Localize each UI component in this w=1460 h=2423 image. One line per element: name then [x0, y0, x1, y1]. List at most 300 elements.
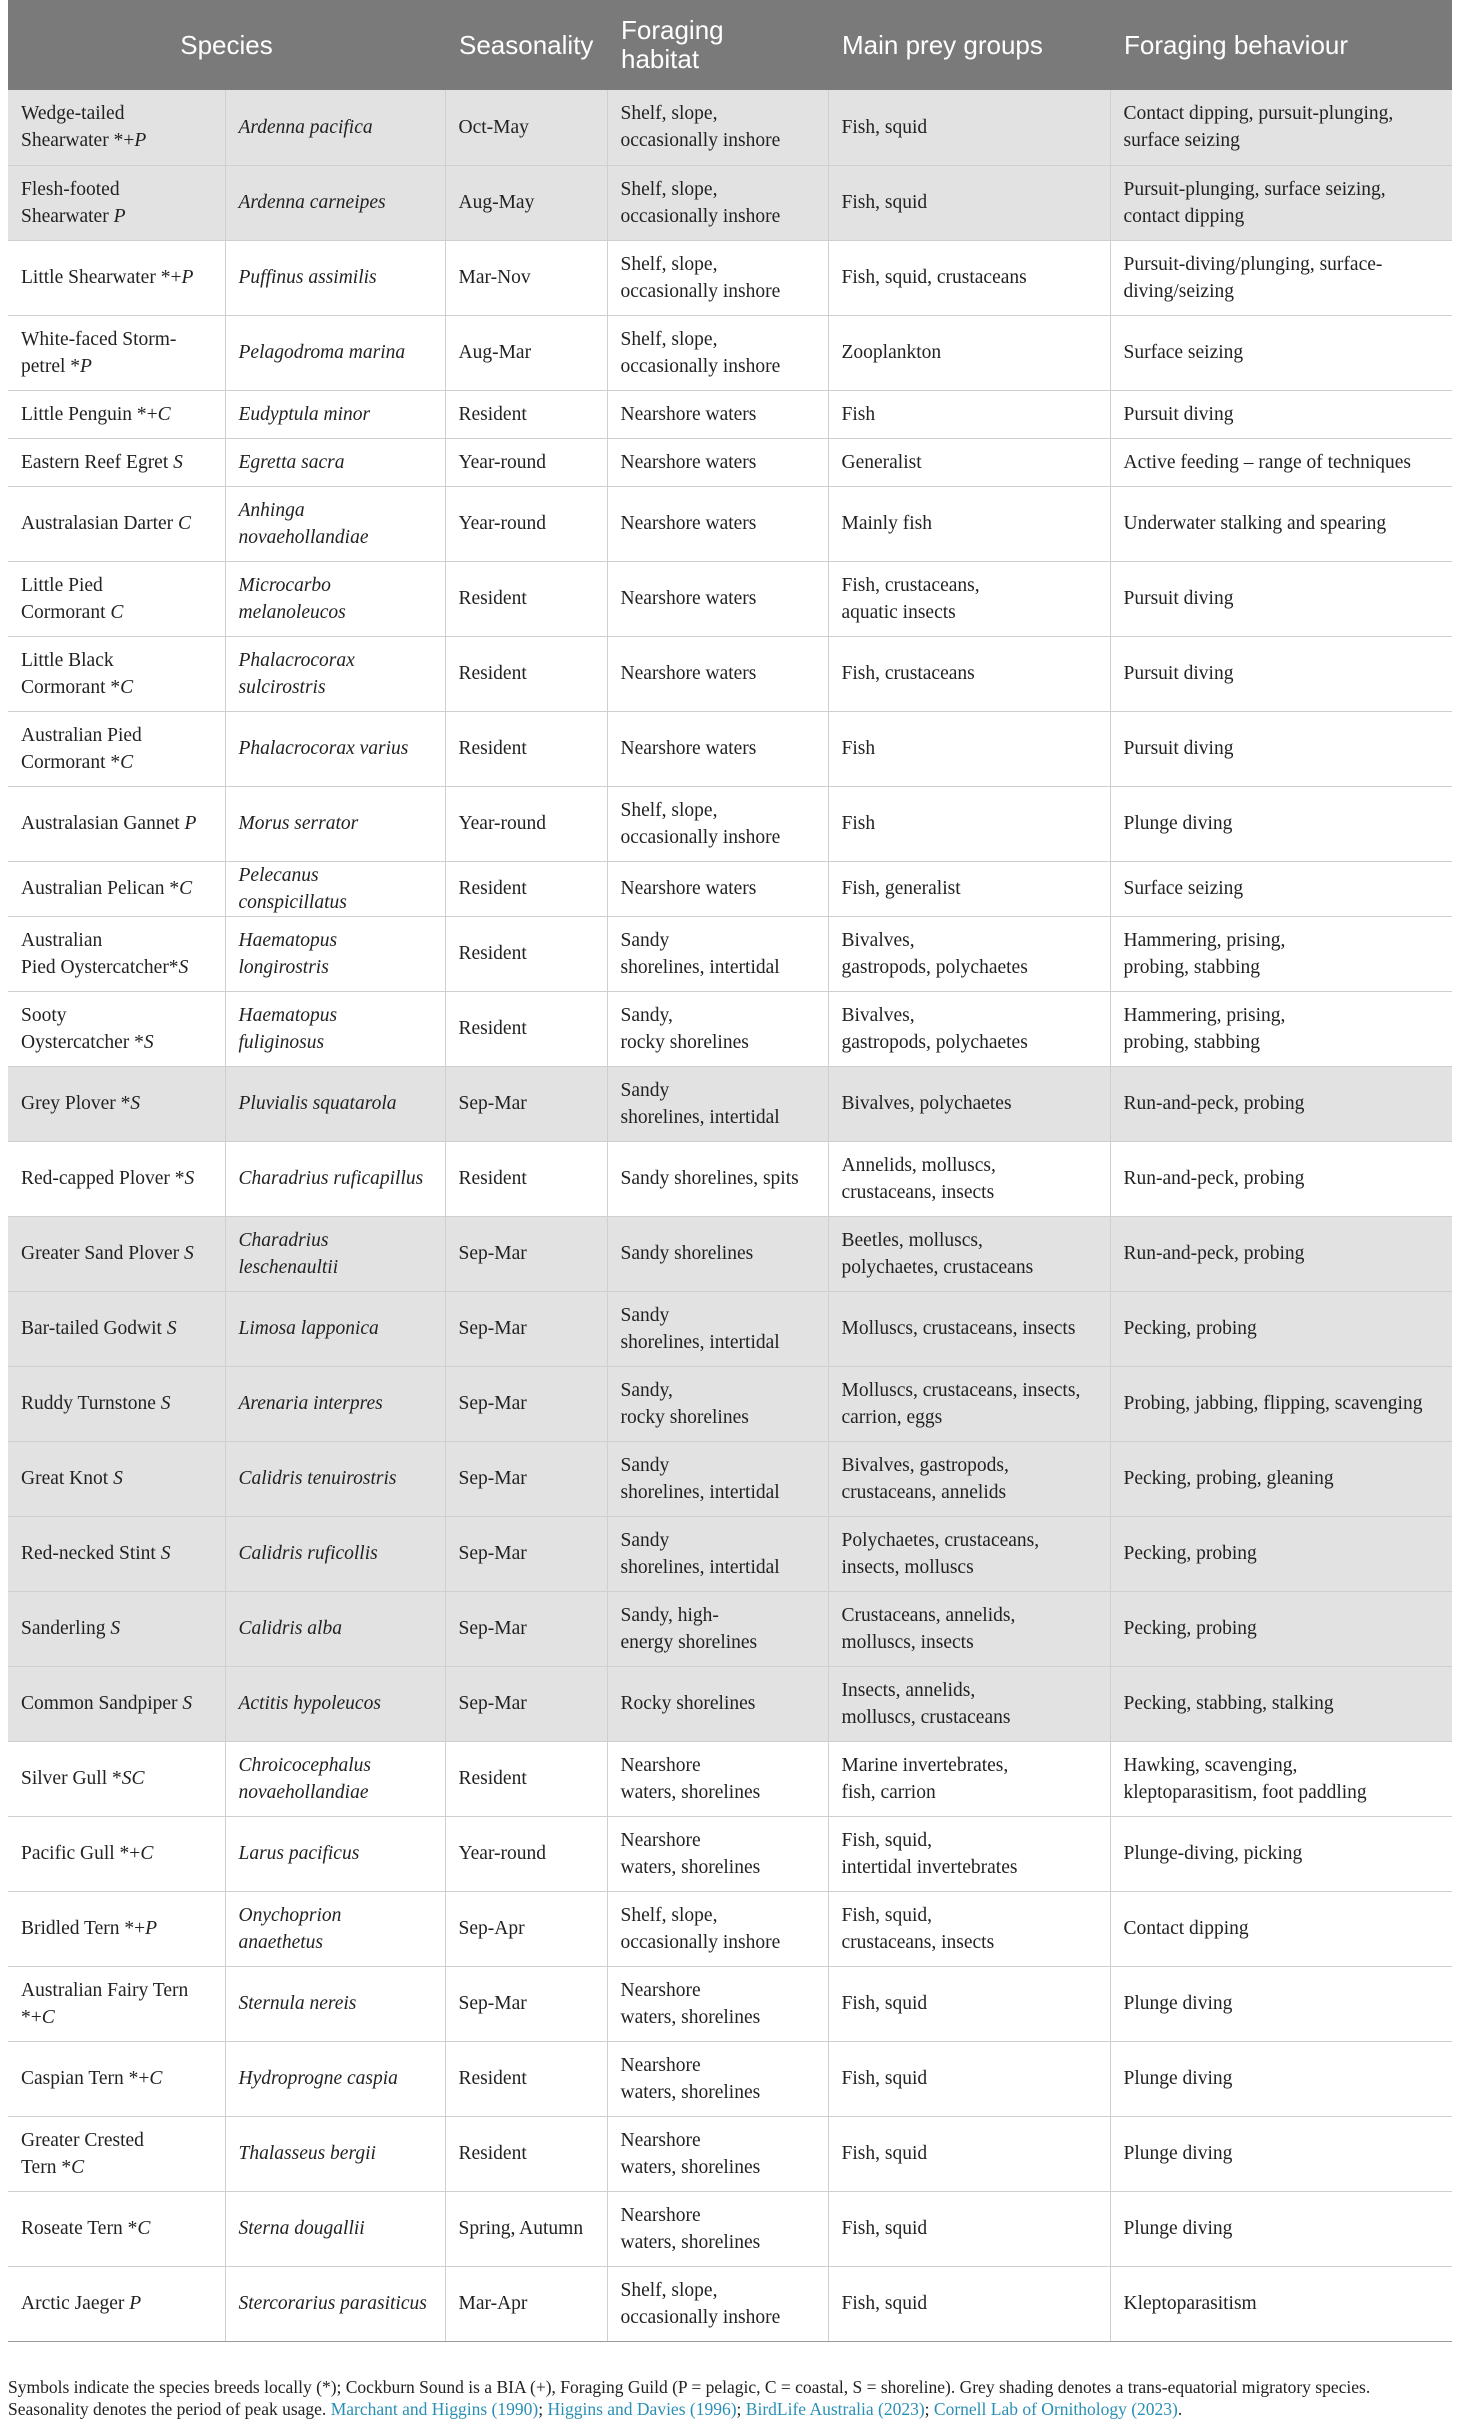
seasonality-cell — [445, 240, 607, 315]
foraging-habitat-cell — [607, 240, 828, 315]
seasonality-cell — [445, 2266, 607, 2341]
seasonality-cell — [445, 786, 607, 861]
foraging-habitat-text: Nearshore waters, shorelines — [620, 1979, 761, 2028]
foraging-behaviour-text: Plunge diving — [1123, 2143, 1233, 2164]
table-row — [8, 1741, 1452, 1816]
species-common-name — [8, 2191, 225, 2266]
common-name-text: Grey Plover * — [21, 1093, 131, 1114]
species-common-name — [8, 916, 225, 991]
common-name-text: Flesh-footed Shearwater — [21, 178, 120, 227]
foraging-habitat-text: Shelf, slope, occasionally inshore — [620, 253, 781, 302]
species-scientific-name — [225, 2041, 445, 2116]
foraging-guild-symbol: S — [113, 1468, 123, 1489]
foraging-habitat-cell — [607, 786, 828, 861]
species-common-name — [8, 486, 225, 561]
foraging-guild-symbol: P — [181, 267, 194, 288]
foraging-guild-symbol: S — [160, 1393, 171, 1414]
foraging-behaviour-text: Pursuit-diving/plunging, surface- diving/seizing — [1123, 253, 1383, 302]
seasonality-cell — [445, 90, 607, 165]
foraging-habitat-cell — [607, 1291, 828, 1366]
seasonality-text: Oct-May — [458, 116, 529, 138]
foraging-guild-symbol: C — [71, 2156, 85, 2178]
common-name-text: Australian Pelican * — [21, 878, 180, 899]
species-scientific-name — [225, 561, 445, 636]
foraging-guild-symbol: C — [179, 878, 193, 899]
main-prey-text: Beetles, molluscs, polychaetes, crustaceans — [841, 1229, 1034, 1278]
seasonality-text: Year-round — [458, 451, 547, 473]
species-common-name — [8, 315, 225, 390]
foraging-behaviour-text: Plunge diving — [1123, 2218, 1233, 2239]
species-common-name — [8, 711, 225, 786]
foraging-habitat-text: Nearshore waters, shorelines — [620, 2129, 761, 2178]
seasonality-cell — [445, 1141, 607, 1216]
table-row — [8, 1066, 1452, 1141]
foraging-habitat-cell — [607, 991, 828, 1066]
seasonality-text: Resident — [458, 738, 527, 759]
table-row — [8, 1216, 1452, 1291]
seasonality-cell — [445, 438, 607, 486]
seasonality-text: Year-round — [458, 1843, 547, 1864]
foraging-habitat-text: Rocky shorelines — [620, 1693, 756, 1714]
foraging-behaviour-cell — [1110, 561, 1452, 636]
table-row — [8, 2266, 1452, 2341]
foraging-behaviour-text: Pecking, probing — [1123, 1543, 1257, 1564]
seasonality-cell — [445, 1216, 607, 1291]
table-row — [8, 636, 1452, 711]
table-row — [8, 2191, 1452, 2266]
foraging-behaviour-cell — [1110, 1141, 1452, 1216]
foraging-habitat-text: Shelf, slope, occasionally inshore — [620, 328, 781, 377]
foraging-habitat-cell — [607, 2266, 828, 2341]
species-scientific-name — [225, 390, 445, 438]
scientific-name-text: Anhinga novaehollandiae — [238, 499, 369, 548]
foraging-habitat-text: Sandy shorelines, intertidal — [620, 1304, 780, 1353]
foraging-guild-symbol: C — [137, 2218, 151, 2239]
foraging-behaviour-cell — [1110, 2191, 1452, 2266]
table-row — [8, 1516, 1452, 1591]
table-row — [8, 1291, 1452, 1366]
foraging-habitat-cell — [607, 438, 828, 486]
foraging-habitat-cell — [607, 861, 828, 916]
table-body — [8, 90, 1452, 2341]
common-name-text: Silver Gull * — [21, 1768, 122, 1789]
seasonality-text: Resident — [458, 878, 527, 899]
species-scientific-name — [225, 2116, 445, 2191]
foraging-behaviour-text: Contact dipping — [1123, 1918, 1249, 1939]
main-prey-cell — [828, 1441, 1110, 1516]
foraging-behaviour-text: Plunge-diving, picking — [1123, 1843, 1303, 1864]
common-name-text: Little Penguin *+ — [21, 403, 158, 425]
foraging-behaviour-cell — [1110, 1216, 1452, 1291]
main-prey-text: Fish — [841, 403, 876, 425]
foraging-behaviour-text: Pecking, probing — [1123, 1618, 1257, 1639]
main-prey-text: Mainly fish — [841, 513, 932, 534]
scientific-name-text: Haematopus fuliginosus — [238, 1004, 338, 1053]
scientific-name-text: Egretta sacra — [238, 451, 345, 473]
seasonality-text: Mar-Nov — [458, 267, 531, 288]
foraging-habitat-cell — [607, 1816, 828, 1891]
seasonality-text: Year-round — [458, 813, 547, 834]
foraging-habitat-cell — [607, 2041, 828, 2116]
main-prey-cell — [828, 2116, 1110, 2191]
footnote-ref[interactable]: Higgins and Davies (1996) — [547, 2399, 737, 2419]
main-prey-cell — [828, 486, 1110, 561]
seasonality-text: Resident — [458, 588, 527, 609]
foraging-guild-symbol: P — [80, 355, 92, 377]
main-prey-cell — [828, 390, 1110, 438]
species-table — [8, 0, 1452, 2342]
foraging-behaviour-cell — [1110, 636, 1452, 711]
seasonality-text: Year-round — [458, 513, 547, 534]
foraging-behaviour-cell — [1110, 438, 1452, 486]
foraging-habitat-cell — [607, 315, 828, 390]
foraging-habitat-text: Sandy shorelines, intertidal — [620, 1079, 780, 1128]
table-row — [8, 561, 1452, 636]
table-row — [8, 991, 1452, 1066]
foraging-behaviour-cell — [1110, 991, 1452, 1066]
common-name-text: Bar-tailed Godwit — [21, 1318, 167, 1339]
scientific-name-text: Stercorarius parasiticus — [238, 2293, 427, 2314]
foraging-habitat-cell — [607, 1141, 828, 1216]
common-name-text: Greater Crested Tern * — [21, 2129, 144, 2178]
seasonality-text: Sep-Mar — [458, 1093, 527, 1114]
common-name-text: Sooty Oystercatcher * — [21, 1004, 144, 1053]
foraging-behaviour-text: Contact dipping, pursuit-plunging, surface seizing — [1123, 103, 1394, 152]
foraging-behaviour-text: Run-and-peck, probing — [1123, 1243, 1305, 1264]
foraging-behaviour-text: Hawking, scavenging, kleptoparasitism, foot paddling — [1123, 1754, 1367, 1803]
foraging-habitat-text: Nearshore waters, shorelines — [620, 2054, 761, 2103]
scientific-name-text: Charadrius ruficapillus — [238, 1168, 424, 1189]
foraging-behaviour-cell — [1110, 786, 1452, 861]
species-scientific-name — [225, 861, 445, 916]
table-row — [8, 438, 1452, 486]
main-prey-text: Marine invertebrates, fish, carrion — [841, 1754, 1009, 1803]
species-common-name — [8, 90, 225, 165]
species-common-name — [8, 861, 225, 916]
foraging-guild-symbol: S — [110, 1618, 121, 1639]
foraging-habitat-text: Nearshore waters, shorelines — [620, 1754, 761, 1803]
foraging-habitat-cell — [607, 1366, 828, 1441]
seasonality-text: Resident — [458, 2068, 527, 2089]
foraging-behaviour-text: Pecking, stabbing, stalking — [1123, 1693, 1334, 1714]
main-prey-cell — [828, 2266, 1110, 2341]
table-row — [8, 90, 1452, 165]
foraging-behaviour-text: Kleptoparasitism — [1123, 2293, 1257, 2314]
seasonality-cell — [445, 1516, 607, 1591]
seasonality-text: Sep-Mar — [458, 1468, 527, 1489]
scientific-name-text: Charadrius leschenaultii — [238, 1229, 339, 1278]
foraging-habitat-text: Sandy shorelines, intertidal — [620, 929, 780, 978]
species-common-name — [8, 1516, 225, 1591]
foraging-habitat-text: Nearshore waters — [620, 451, 757, 473]
main-prey-text: Fish, squid — [841, 2068, 928, 2089]
seasonality-cell — [445, 2116, 607, 2191]
seasonality-text: Resident — [458, 1168, 527, 1189]
species-common-name — [8, 636, 225, 711]
foraging-behaviour-cell — [1110, 2266, 1452, 2341]
foraging-guild-symbol: P — [113, 205, 126, 227]
main-prey-cell — [828, 561, 1110, 636]
foraging-behaviour-cell — [1110, 861, 1452, 916]
species-scientific-name — [225, 1591, 445, 1666]
species-common-name — [8, 786, 225, 861]
foraging-habitat-text: Sandy, high- energy shorelines — [620, 1604, 758, 1653]
main-prey-text: Zooplankton — [841, 342, 942, 363]
species-scientific-name — [225, 165, 445, 240]
foraging-behaviour-cell — [1110, 1066, 1452, 1141]
foraging-habitat-text: Shelf, slope, occasionally inshore — [620, 1904, 781, 1953]
species-common-name — [8, 991, 225, 1066]
seasonality-cell — [445, 1891, 607, 1966]
main-prey-text: Fish, generalist — [841, 878, 961, 899]
foraging-guild-symbol: SC — [121, 1768, 145, 1789]
foraging-habitat-text: Shelf, slope, occasionally inshore — [620, 2279, 781, 2328]
main-prey-text: Fish, squid, crustaceans, insects — [841, 1904, 995, 1953]
scientific-name-text: Sternula nereis — [238, 1993, 357, 2014]
species-common-name — [8, 1141, 225, 1216]
foraging-guild-symbol: C — [120, 751, 134, 773]
common-name-text: Little Pied Cormorant — [21, 574, 106, 623]
main-prey-cell — [828, 1141, 1110, 1216]
seasonality-text: Resident — [458, 1768, 527, 1789]
species-common-name — [8, 1741, 225, 1816]
table-row — [8, 2116, 1452, 2191]
foraging-guild-symbol: C — [140, 1843, 154, 1864]
header-row — [8, 0, 1452, 90]
main-prey-text: Molluscs, crustaceans, insects, carrion, eggs — [841, 1379, 1081, 1428]
main-prey-text: Fish, squid, crustaceans — [841, 267, 1027, 288]
scientific-name-text: Arenaria interpres — [238, 1393, 383, 1414]
scientific-name-text: Sterna dougallii — [238, 2218, 365, 2239]
species-common-name — [8, 1366, 225, 1441]
foraging-guild-symbol: P — [129, 2293, 142, 2314]
common-name-text: Australian Pied Cormorant * — [21, 724, 142, 773]
common-name-text: Little Black Cormorant * — [21, 649, 121, 698]
common-name-text: Australasian Gannet — [21, 813, 185, 834]
main-prey-cell — [828, 438, 1110, 486]
species-common-name — [8, 2041, 225, 2116]
seasonality-text: Sep-Mar — [458, 1393, 527, 1414]
species-common-name — [8, 2116, 225, 2191]
footnote-ref[interactable]: BirdLife Australia (2023) — [745, 2399, 925, 2419]
seasonality-cell — [445, 165, 607, 240]
table-row — [8, 165, 1452, 240]
header-main-prey-groups: Main prey groups — [828, 0, 1110, 90]
main-prey-text: Fish, squid — [841, 116, 928, 138]
species-scientific-name — [225, 1366, 445, 1441]
foraging-habitat-cell — [607, 2191, 828, 2266]
footnote-ref[interactable]: Cornell Lab of Ornithology (2023) — [933, 2399, 1178, 2419]
species-scientific-name — [225, 1966, 445, 2041]
foraging-habitat-cell — [607, 561, 828, 636]
common-name-text: Sanderling — [21, 1618, 111, 1639]
foraging-behaviour-text: Run-and-peck, probing — [1123, 1168, 1305, 1189]
foraging-behaviour-text: Surface seizing — [1123, 878, 1244, 899]
foraging-guild-symbol: C — [120, 676, 134, 698]
foraging-behaviour-text: Probing, jabbing, flipping, scavenging — [1123, 1393, 1423, 1414]
main-prey-text: Generalist — [841, 451, 922, 473]
common-name-text: Australian Pied Oystercatcher* — [21, 929, 179, 978]
foraging-behaviour-text: Active feeding – range of techniques — [1123, 451, 1412, 473]
scientific-name-text: Pluvialis squatarola — [238, 1093, 397, 1114]
foraging-guild-symbol: S — [130, 1093, 141, 1114]
table-row — [8, 1666, 1452, 1741]
main-prey-cell — [828, 1516, 1110, 1591]
seasonality-cell — [445, 2191, 607, 2266]
foraging-habitat-cell — [607, 1591, 828, 1666]
seasonality-text: Spring, Autumn — [458, 2218, 584, 2239]
foraging-guild-symbol: S — [160, 1543, 171, 1564]
main-prey-cell — [828, 1216, 1110, 1291]
foraging-habitat-cell — [607, 390, 828, 438]
main-prey-cell — [828, 315, 1110, 390]
species-scientific-name — [225, 636, 445, 711]
main-prey-cell — [828, 1366, 1110, 1441]
main-prey-text: Fish, squid, intertidal invertebrates — [841, 1829, 1018, 1878]
seasonality-text: Sep-Mar — [458, 1543, 527, 1564]
seasonality-cell — [445, 1591, 607, 1666]
foraging-behaviour-text: Pursuit diving — [1123, 403, 1234, 425]
main-prey-cell — [828, 711, 1110, 786]
main-prey-cell — [828, 861, 1110, 916]
species-scientific-name — [225, 1141, 445, 1216]
scientific-name-text: Ardenna pacifica — [238, 116, 373, 138]
main-prey-text: Bivalves, gastropods, polychaetes — [841, 1004, 1028, 1053]
main-prey-cell — [828, 240, 1110, 315]
main-prey-text: Polychaetes, crustaceans, insects, molluscs — [841, 1529, 1040, 1578]
scientific-name-text: Thalasseus bergii — [238, 2143, 376, 2164]
foraging-habitat-text: Nearshore waters, shorelines — [620, 1829, 761, 1878]
scientific-name-text: Ardenna carneipes — [238, 192, 386, 213]
table-row — [8, 1891, 1452, 1966]
header-species: Species — [8, 0, 445, 90]
common-name-text: Red-capped Plover * — [21, 1168, 185, 1189]
table-footnote: Symbols indicate the species breeds locally (*); Cockburn Sound is a BIA (+), Foraging Guild (P = pelagic, C = coastal, S = shoreline). Grey shading denotes a trans-equatorial migratory species. Seasonality denotes the period of peak usage. Marchant and Higgins (1990); Higgins and Davies (1996); BirdLife Australia (2023); Cornell Lab of Ornithology (2023). — [8, 2377, 1371, 2419]
main-prey-cell — [828, 165, 1110, 240]
scientific-name-text: Calidris alba — [238, 1618, 342, 1639]
foraging-behaviour-cell — [1110, 486, 1452, 561]
foraging-behaviour-text: Plunge diving — [1123, 2068, 1233, 2089]
table-row — [8, 1141, 1452, 1216]
species-scientific-name — [225, 1066, 445, 1141]
common-name-text: Great Knot — [21, 1468, 114, 1489]
species-common-name — [8, 438, 225, 486]
foraging-behaviour-cell — [1110, 1516, 1452, 1591]
scientific-name-text: Microcarbo melanoleucos — [238, 574, 346, 623]
seasonality-cell — [445, 1666, 607, 1741]
foraging-behaviour-text: Pecking, probing, gleaning — [1123, 1468, 1334, 1489]
species-scientific-name — [225, 786, 445, 861]
foraging-behaviour-cell — [1110, 315, 1452, 390]
foraging-habitat-text: Nearshore waters, shorelines — [620, 2204, 761, 2253]
scientific-name-text: Limosa lapponica — [238, 1318, 379, 1339]
table-row — [8, 486, 1452, 561]
common-name-text: Little Shearwater *+ — [21, 267, 182, 288]
foraging-behaviour-text: Underwater stalking and spearing — [1123, 513, 1387, 534]
seasonality-text: Aug-May — [458, 192, 535, 213]
foraging-habitat-cell — [607, 1966, 828, 2041]
common-name-text: Roseate Tern * — [21, 2218, 138, 2239]
header-foraging-behaviour: Foraging behaviour — [1110, 0, 1452, 90]
common-name-text: Wedge-tailed Shearwater *+ — [21, 103, 135, 152]
species-common-name — [8, 1216, 225, 1291]
table-row — [8, 786, 1452, 861]
foraging-behaviour-text: Pursuit diving — [1123, 738, 1234, 759]
species-scientific-name — [225, 1891, 445, 1966]
seasonality-text: Sep-Mar — [458, 1318, 527, 1339]
scientific-name-text: Actitis hypoleucos — [238, 1693, 381, 1714]
species-common-name — [8, 1666, 225, 1741]
common-name-text: Arctic Jaeger — [21, 2293, 130, 2314]
table-header — [8, 0, 1452, 90]
main-prey-cell — [828, 2191, 1110, 2266]
foraging-habitat-cell — [607, 1516, 828, 1591]
species-common-name — [8, 1816, 225, 1891]
foraging-behaviour-cell — [1110, 1666, 1452, 1741]
common-name-text: Australian Fairy Tern *+ — [21, 1979, 189, 2028]
table-row — [8, 861, 1452, 916]
foraging-guild-symbol: S — [184, 1243, 194, 1264]
foraging-behaviour-text: Pursuit diving — [1123, 663, 1234, 684]
foraging-behaviour-text: Plunge diving — [1123, 1993, 1233, 2014]
species-scientific-name — [225, 1741, 445, 1816]
species-common-name — [8, 390, 225, 438]
foraging-behaviour-text: Plunge diving — [1123, 813, 1233, 834]
foraging-guild-symbol: S — [184, 1168, 195, 1189]
species-common-name — [8, 1441, 225, 1516]
seasonality-text: Resident — [458, 2143, 527, 2164]
seasonality-cell — [445, 1066, 607, 1141]
main-prey-text: Molluscs, crustaceans, insects — [841, 1318, 1076, 1339]
seasonality-text: Sep-Mar — [458, 1618, 527, 1639]
foraging-habitat-text: Sandy, rocky shorelines — [620, 1004, 749, 1053]
foraging-behaviour-text: Pursuit diving — [1123, 588, 1234, 609]
common-name-text: White-faced Storm- petrel * — [21, 328, 177, 377]
foraging-guild-symbol: C — [149, 2068, 163, 2089]
scientific-name-text: Puffinus assimilis — [238, 267, 377, 288]
species-scientific-name — [225, 711, 445, 786]
common-name-text: Ruddy Turnstone — [21, 1393, 161, 1414]
foraging-behaviour-cell — [1110, 2116, 1452, 2191]
foraging-guild-symbol: S — [143, 1031, 154, 1053]
common-name-text: Greater Sand Plover — [21, 1243, 184, 1264]
scientific-name-text: Pelagodroma marina — [238, 342, 406, 363]
foraging-guild-symbol: C — [41, 2006, 55, 2028]
main-prey-text: Fish, crustaceans — [841, 663, 975, 684]
species-scientific-name — [225, 1666, 445, 1741]
main-prey-text: Bivalves, gastropods, polychaetes — [841, 929, 1028, 978]
foraging-guild-symbol: C — [110, 601, 124, 623]
main-prey-text: Fish — [841, 738, 876, 759]
foraging-habitat-text: Sandy shorelines, intertidal — [620, 1454, 780, 1503]
foraging-habitat-text: Nearshore waters — [620, 878, 757, 899]
main-prey-cell — [828, 916, 1110, 991]
seasonality-cell — [445, 916, 607, 991]
main-prey-cell — [828, 90, 1110, 165]
header-foraging-habitat: Foraging habitat — [607, 0, 828, 90]
scientific-name-text: Phalacrocorax varius — [238, 738, 409, 759]
footnote-ref[interactable]: Marchant and Higgins (1990) — [330, 2399, 539, 2419]
foraging-habitat-cell — [607, 1666, 828, 1741]
species-common-name — [8, 165, 225, 240]
foraging-habitat-cell — [607, 486, 828, 561]
foraging-habitat-text: Sandy shorelines, spits — [620, 1168, 799, 1189]
table-row — [8, 1591, 1452, 1666]
foraging-behaviour-cell — [1110, 1366, 1452, 1441]
seasonality-text: Aug-Mar — [458, 342, 532, 363]
common-name-text: Pacific Gull *+ — [21, 1843, 141, 1864]
foraging-behaviour-text: Hammering, prising, probing, stabbing — [1123, 1004, 1286, 1053]
